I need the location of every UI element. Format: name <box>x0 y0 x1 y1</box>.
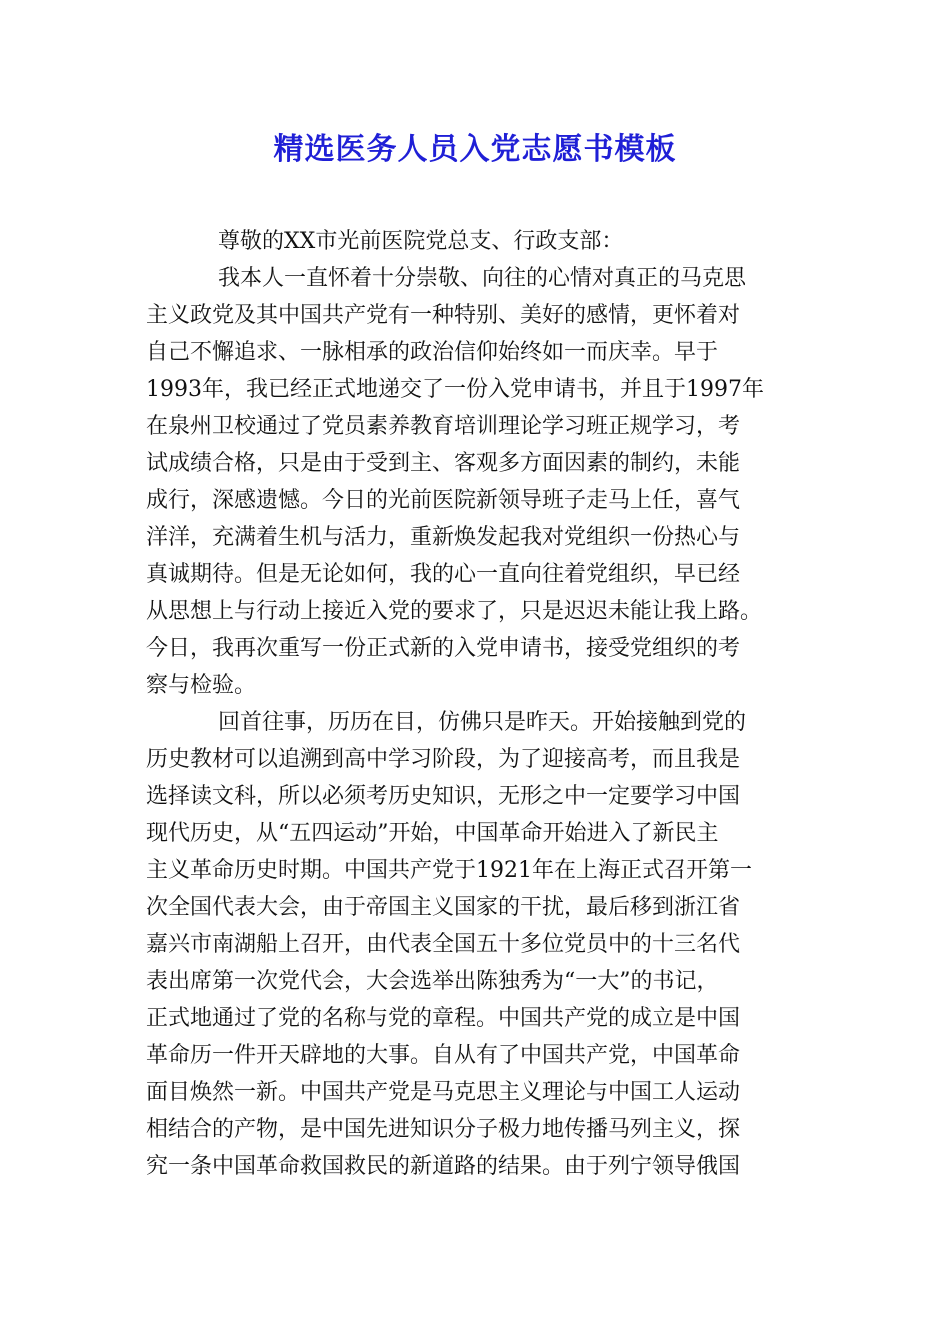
paragraph-line: 回首往事，历历在目，仿佛只是昨天。开始接触到党的 <box>218 710 747 735</box>
paragraph-line: 主义革命历史时期。中国共产党于1921年在上海正式召开第一 <box>146 858 752 883</box>
paragraph-line: 正式地通过了党的名称与党的章程。中国共产党的成立是中国 <box>146 1006 741 1031</box>
paragraph-line: 真诚期待。但是无论如何，我的心一直向往着党组织，早已经 <box>146 562 741 587</box>
paragraph-line: 察与检验。 <box>146 673 257 698</box>
paragraph-line: 面目焕然一新。中国共产党是马克思主义理论与中国工人运动 <box>146 1080 741 1105</box>
paragraph-line: 主义政党及其中国共产党有一种特别、美好的感情，更怀着对 <box>146 303 741 328</box>
paragraph-line: 历史教材可以追溯到高中学习阶段，为了迎接高考，而且我是 <box>146 747 741 772</box>
paragraph-line: 革命历一件开天辟地的大事。自从有了中国共产党，中国革命 <box>146 1043 741 1068</box>
paragraph-line: 表出席第一次党代会，大会选举出陈独秀为“一大”的书记， <box>146 969 719 994</box>
paragraph-line: 我本人一直怀着十分崇敬、向往的心情对真正的马克思 <box>218 266 747 291</box>
paragraph-line: 选择读文科，所以必须考历史知识，无形之中一定要学习中国 <box>146 784 741 809</box>
paragraph-line: 洋洋，充满着生机与活力，重新焕发起我对党组织一份热心与 <box>146 525 741 550</box>
document-title: 精选医务人员入党志愿书模板 <box>273 132 677 167</box>
paragraph-line: 1993年，我已经正式地递交了一份入党申请书，并且于1997年 <box>146 377 764 402</box>
paragraph-line: 今日，我再次重写一份正式新的入党申请书，接受党组织的考 <box>146 636 741 661</box>
paragraph-line: 嘉兴市南湖船上召开，由代表全国五十多位党员中的十三名代 <box>146 932 741 957</box>
paragraph-line: 究一条中国革命救国救民的新道路的结果。由于列宁领导俄国 <box>146 1154 741 1179</box>
document-body <box>146 223 810 1185</box>
salutation-line: 尊敬的XX市光前医院党总支、行政支部： <box>218 229 624 254</box>
paragraph-line: 成行，深感遗憾。今日的光前医院新领导班子走马上任，喜气 <box>146 488 741 513</box>
paragraph-line: 次全国代表大会，由于帝国主义国家的干扰，最后移到浙江省 <box>146 895 741 920</box>
paragraph-line: 现代历史，从“五四运动”开始，中国革命开始进入了新民主 <box>146 821 719 846</box>
paragraph-line: 相结合的产物，是中国先进知识分子极力地传播马列主义，探 <box>146 1117 741 1142</box>
paragraph-line: 自己不懈追求、一脉相承的政治信仰始终如一而庆幸。早于 <box>146 340 719 365</box>
paragraph-line: 在泉州卫校通过了党员素养教育培训理论学习班正规学习，考 <box>146 414 741 439</box>
paragraph-line: 试成绩合格，只是由于受到主、客观多方面因素的制约，未能 <box>146 451 741 476</box>
paragraph-line: 从思想上与行动上接近入党的要求了，只是迟迟未能让我上路。 <box>146 599 763 624</box>
